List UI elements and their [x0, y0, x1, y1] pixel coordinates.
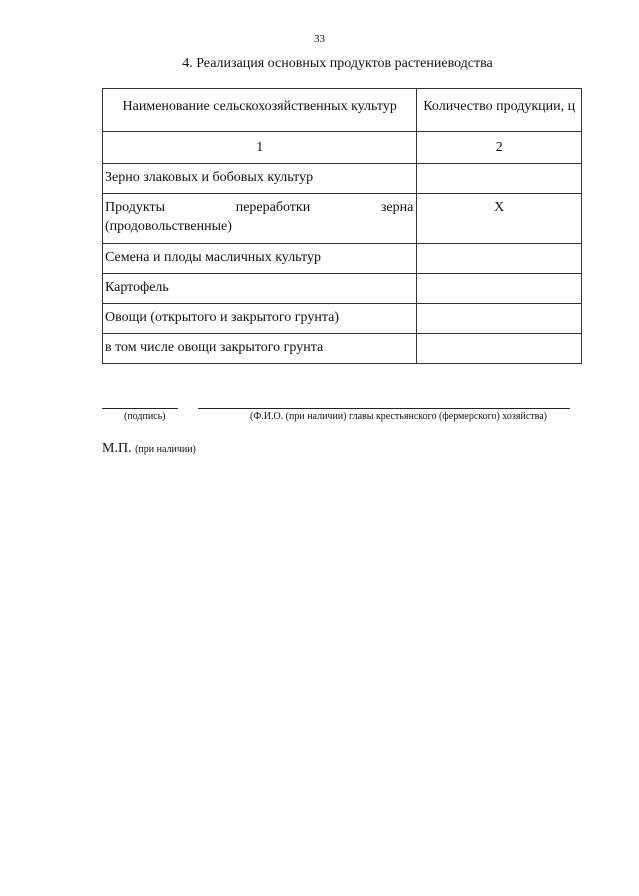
stamp-label: М.П.: [102, 441, 132, 456]
name-line: [198, 408, 570, 409]
stamp-note: (при наличии): [135, 444, 196, 455]
row-value: [417, 164, 582, 194]
sales-table: [102, 88, 582, 364]
column-number-1: 1: [103, 132, 417, 164]
signature-caption: (подпись): [124, 411, 166, 422]
table-row: [103, 194, 582, 244]
row-label: Зерно злаковых и бобовых культур: [103, 164, 417, 194]
column-number-row: [103, 132, 582, 164]
row-label: [103, 194, 417, 244]
row-value: [417, 304, 582, 334]
header-crop-name: Наименование сельскохозяйственных культур: [103, 89, 417, 132]
row-label-line: (продовольственные): [105, 219, 232, 234]
row-label: Овощи (открытого и закрытого грунта): [103, 304, 417, 334]
row-label-word: Продукты: [105, 200, 165, 215]
table-row: [103, 164, 582, 194]
row-label: Семена и плоды масличных культур: [103, 244, 417, 274]
row-value: [417, 334, 582, 364]
header-quantity: Количество продукции, ц: [417, 89, 582, 132]
row-label: в том числе овощи закрытого грунта: [103, 334, 417, 364]
table-row: [103, 244, 582, 274]
stamp-placeholder: [102, 441, 196, 457]
signature-line: [102, 408, 178, 409]
table-header-row: [103, 89, 582, 132]
table-row: [103, 334, 582, 364]
table-row: [103, 304, 582, 334]
row-label-word: переработки: [235, 200, 311, 215]
row-label-line: [105, 198, 413, 217]
section-title: 4. Реализация основных продуктов растениеводства: [182, 56, 493, 71]
table-row: [103, 274, 582, 304]
name-caption: (Ф.И.О. (при наличии) главы крестьянского (фермерского) хозяйства): [250, 411, 547, 422]
page-number: 33: [314, 33, 325, 45]
row-value: Х: [417, 194, 582, 244]
row-label-word: зерна: [380, 200, 414, 215]
column-number-2: 2: [417, 132, 582, 164]
row-label: Картофель: [103, 274, 417, 304]
row-value: [417, 244, 582, 274]
row-value: [417, 274, 582, 304]
